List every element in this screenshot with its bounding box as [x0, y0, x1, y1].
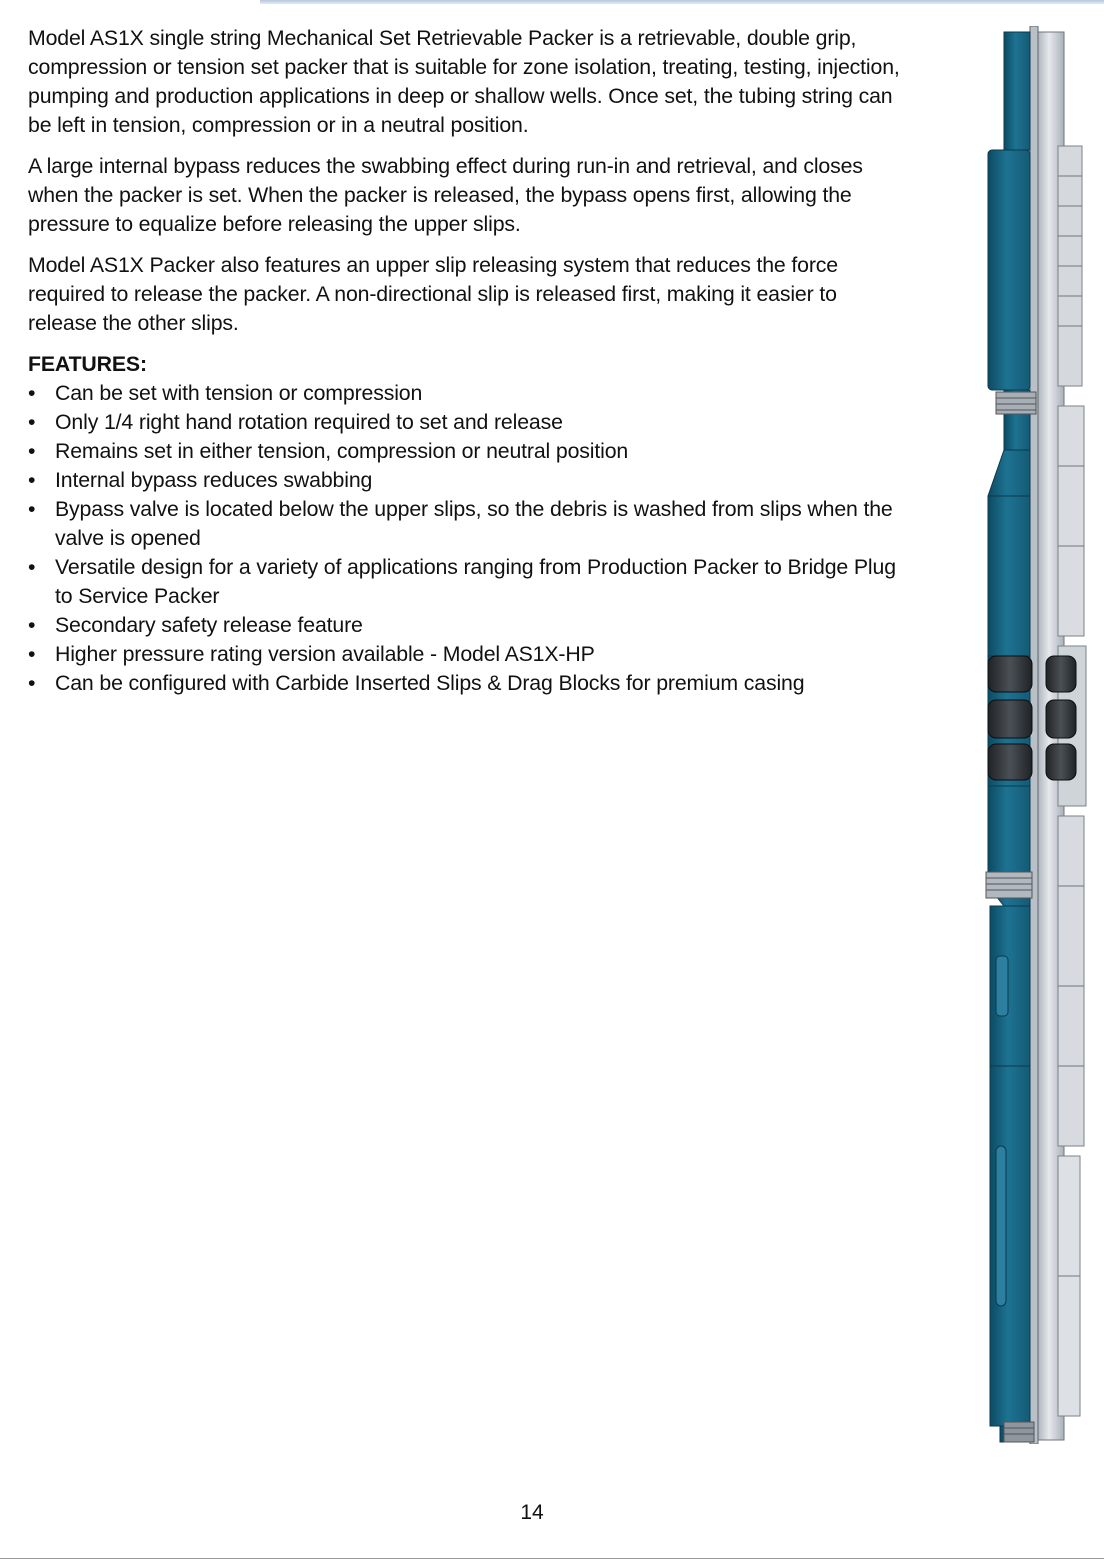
feature-item: • Internal bypass reduces swabbing — [28, 466, 908, 495]
paragraph-slip-release: Model AS1X Packer also features an upper slip releasing system that reduces the force required to release the packer. A non-directional slip is released first, making it easier to release the other slips. — [28, 253, 838, 335]
feature-item: • Can be set with tension or compression — [28, 379, 908, 408]
feature-item: • Bypass valve is located below the upper slips, so the debris is washed from slips when the valve is opened — [28, 495, 908, 553]
feature-item: • Can be configured with Carbide Inserted Slips & Drag Blocks for premium casing — [28, 669, 908, 698]
paragraph-bypass: A large internal bypass reduces the swabbing effect during run-in and retrieval, and closes when the packer is set. When the packer is released, the bypass opens first, allowing the pressure to equalize before releasing the upper slips. — [28, 154, 863, 236]
features-list — [28, 379, 908, 698]
header-rule — [260, 0, 1104, 4]
document-body — [28, 24, 908, 698]
packer-cutaway-illustration — [976, 26, 1092, 1444]
packing-elements — [988, 656, 1076, 780]
page-number: 14 — [520, 1501, 544, 1524]
feature-item: • Only 1/4 right hand rotation required to set and release — [28, 408, 908, 437]
feature-item: • Secondary safety release feature — [28, 611, 908, 640]
mandrel — [1030, 26, 1038, 1444]
feature-item: • Remains set in either tension, compression or neutral position — [28, 437, 908, 466]
feature-item: • Higher pressure rating version available - Model AS1X-HP — [28, 640, 908, 669]
feature-item: • Versatile design for a variety of applications ranging from Production Packer to Bridge Plug to Service Packer — [28, 553, 908, 611]
features-heading: FEATURES: — [28, 352, 147, 376]
paragraph-intro: Model AS1X single string Mechanical Set Retrievable Packer is a retrievable, double grip, compression or tension set packer that is suitable for zone isolation, treating, testing, injection, pumping and production applications in deep or shallow wells. Once set, the tubing string can be left in tension, compression or in a neutral position. — [28, 26, 900, 137]
footer-rule — [0, 1558, 1104, 1559]
